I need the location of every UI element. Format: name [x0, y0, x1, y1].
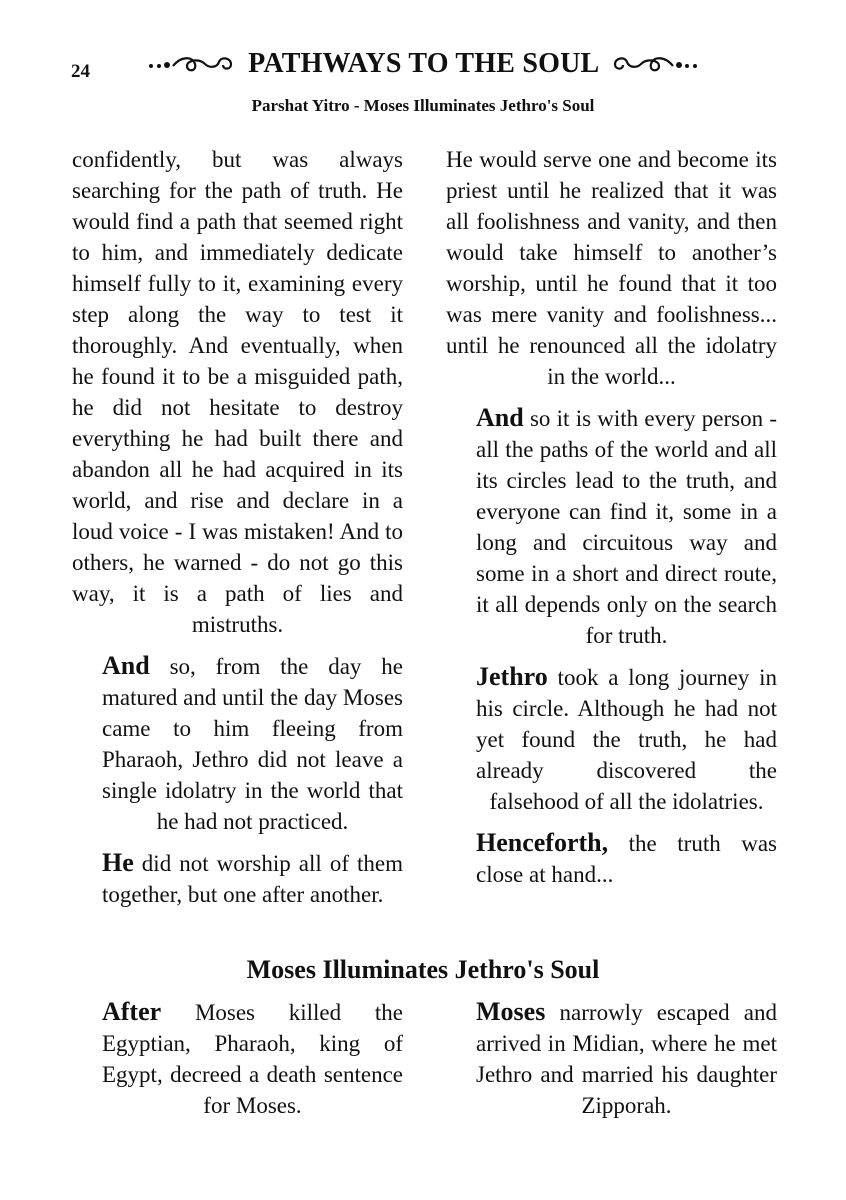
- page-header: [0, 48, 846, 88]
- paragraph: [446, 827, 777, 890]
- left-column-bottom: [72, 996, 403, 1131]
- page-number: 24: [71, 61, 90, 82]
- lead-word: And: [102, 651, 150, 680]
- right-column-top: [446, 144, 777, 900]
- paragraph-text: narrowly escaped and arrived in Midian, where he met Jethro and married his daughter Zipporah.: [476, 1000, 777, 1118]
- lead-word: Henceforth,: [476, 828, 609, 857]
- paragraph-text: took a long journey in his circle. Although he had not yet found the truth, he had already discovered the falsehood of all the idolatries.: [476, 665, 777, 814]
- section-heading: Moses Illuminates Jethro's Soul: [246, 955, 600, 984]
- paragraph-text: so it is with every person - all the paths of the world and all its circles lead to the truth, and everyone can find it, some in a long and circuitous way and some in a short and direct route, it all depends only on the search for truth.: [476, 406, 777, 648]
- running-title: PATHWAYS TO THE SOUL: [248, 48, 598, 79]
- paragraph: [72, 847, 403, 910]
- right-column-bottom: [446, 996, 777, 1131]
- lead-word: After: [102, 997, 162, 1026]
- paragraph-text: so, from the day he matured and until the day Moses came to him fleeing from Pharaoh, Jethro did not leave a single idolatry in the world that he had not practiced.: [102, 654, 403, 834]
- running-title-row: [0, 48, 846, 80]
- ornamental-swirl-left-icon: [147, 52, 235, 74]
- paragraph: [446, 402, 777, 651]
- lead-word: Moses: [476, 997, 546, 1026]
- paragraph-text: Moses killed the Egyptian, Pharaoh, king of Egypt, decreed a death sentence for Moses.: [102, 1000, 403, 1118]
- paragraph: [72, 650, 403, 837]
- ornamental-swirl-right-icon: [611, 52, 699, 74]
- left-column-top: [72, 144, 403, 920]
- paragraph: [446, 996, 777, 1121]
- paragraph: [446, 661, 777, 817]
- chapter-subtitle: Parshat Yitro - Moses Illuminates Jethro's Soul: [251, 96, 595, 115]
- paragraph: [72, 996, 403, 1121]
- lead-word: He: [102, 848, 134, 877]
- paragraph-text: did not worship all of them together, but one after another.: [102, 851, 403, 907]
- lead-word: Jethro: [476, 662, 548, 691]
- paragraph: confidently, but was always searching for the path of truth. He would find a path that seemed right to him, and immediately dedicate himself fully to it, examining every step along the way to test it thoroughly. And eventually, when he found it to be a misguided path, he did not hesitate to destroy everything he had built there and abandon all he had acquired in its world, and rise and declare in a loud voice - I was mistaken! And to others, he warned - do not go this way, it is a path of lies and mistruths.: [72, 147, 403, 637]
- paragraph-text: the truth was close at hand...: [476, 831, 777, 887]
- paragraph: He would serve one and become its priest until he realized that it was all foolishness and vanity, and then would take himself to another’s worship, until he found that it too was mere vanity and foolishness... until he renounced all the idolatry in the world...: [446, 147, 777, 389]
- lead-word: And: [476, 403, 524, 432]
